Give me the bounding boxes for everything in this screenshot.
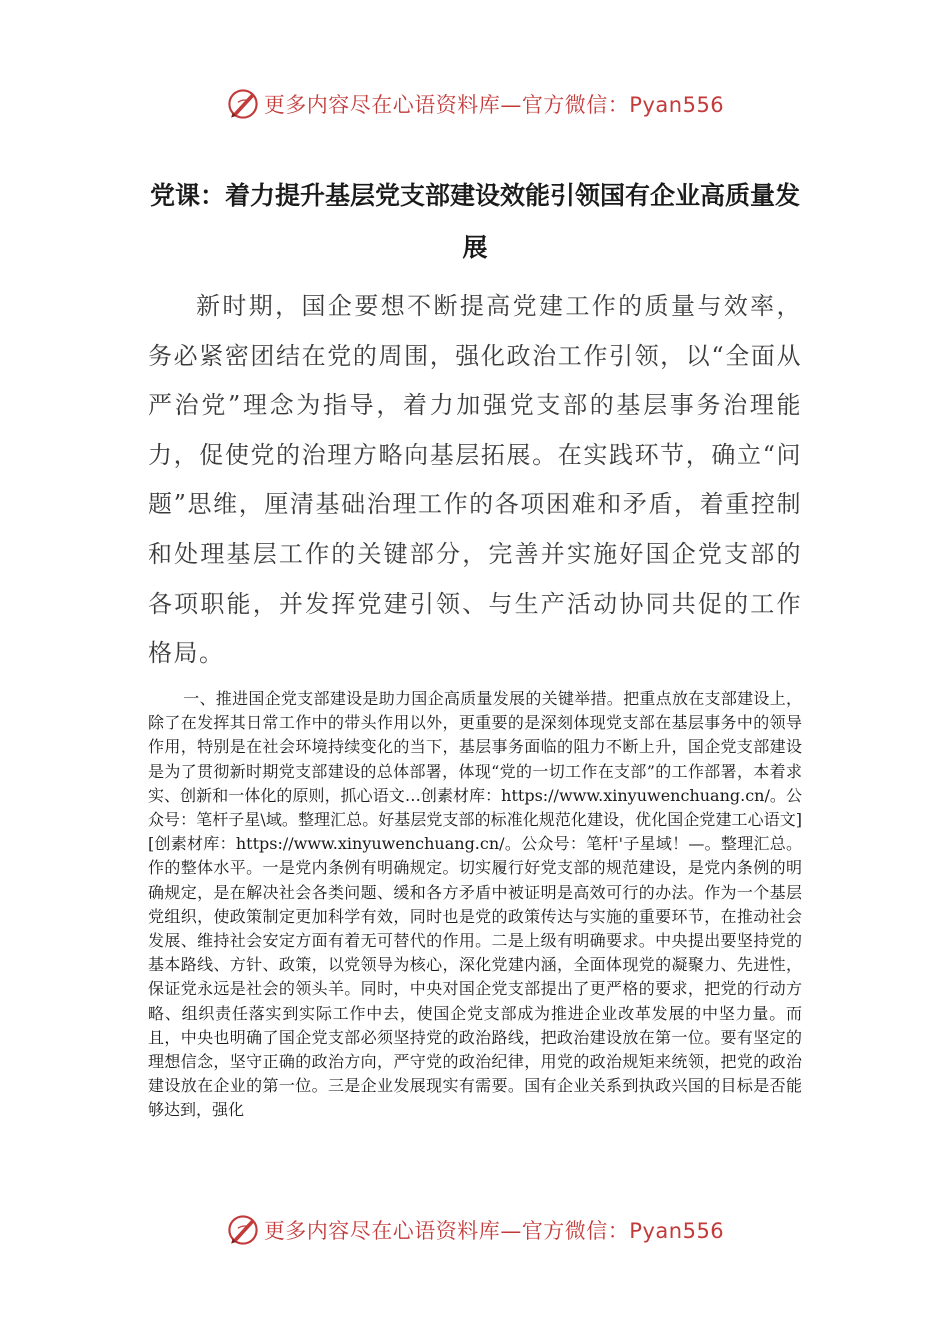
document-title: 党课：着力提升基层党支部建设效能引领国有企业高质量发展 bbox=[149, 181, 800, 262]
body-paragraph: 一、推进国企党支部建设是助力国企高质量发展的关键举措。把重点放在支部建设上，除了在发挥其日常工作中的带头作用以外，更重要的是深刻体现党支部在基层事务中的领导作用，特别是在社会环境持续变化的当下，基层事务面临的阻力不断上升，国企党支部建设是为了贯彻新时期党支部建设的总体部署，体现“党的一切工作在支部”的工作部署，本着求实、创新和一体化的原则，抓心语文…创素材库：https://www.xinyuwenchuang.cn/。公众号：笔杆子星\域。整理汇总。好基层党支部的标准化规范化建设，优化国企党建工心语文][创素材库：https://www.xinyuwenchuang.cn/。公众号：笔杆'子星域！—。整理汇总。作的整体水平。一是党内条例有明确规定。切实履行好党支部的规范建设，是党内条例的明确规定，是在解决社会各类问题、缓和各方矛盾中被证明是高效可行的办法。作为一个基层党组织，使政策制定更加科学有效，同时也是党的政策传达与实施的重要环节，在推动社会发展、维持社会安定方面有着无可替代的作用。二是上级有明确要求。中央提出要坚持党的基本路线、方针、政策，以党领导为核心，深化党建内涵，全面体现党的凝聚力、先进性，保证党永远是社会的领头羊。同时，中央对国企党支部提出了更严格的要求，把党的行动方略、组织责任落实到实际工作中去，使国企党支部成为推进企业改革发展的中坚力量。而且，中央也明确了国企党支部必须坚持党的政治路线，把政治建设放在第一位。要有坚定的理想信念，坚守正确的政治方向，严守党的政治纪律，用党的政治规矩来统领，把党的政治建设放在企业的第一位。三是企业发展现实有需要。国有企业关系到执政兴国的目标是否能够达到，强化 bbox=[148, 689, 802, 1120]
footer-banner bbox=[0, 1208, 950, 1252]
header-banner-text: 更多内容尽在心语资料库—官方微信：Pyan556 bbox=[263, 93, 725, 117]
quill-pen-logo-icon bbox=[226, 1213, 260, 1247]
intro-paragraph: 新时期，国企要想不断提高党建工作的质量与效率，务必紧密团结在党的周围，强化政治工作引领，以“全面从严治党”理念为指导，着力加强党支部的基层事务治理能力，促使党的治理方略向基层拓展。在实践环节，确立“问题”思维，厘清基础治理工作的各项困难和矛盾，着重控制和处理基层工作的关键部分，完善并实施好国企党支部的各项职能，并发挥党建引领、与生产活动协同共促的工作格局。 bbox=[148, 292, 802, 668]
quill-pen-logo-icon bbox=[226, 87, 260, 121]
header-banner bbox=[0, 82, 950, 126]
footer-banner-text: 更多内容尽在心语资料库—官方微信：Pyan556 bbox=[263, 1219, 725, 1243]
